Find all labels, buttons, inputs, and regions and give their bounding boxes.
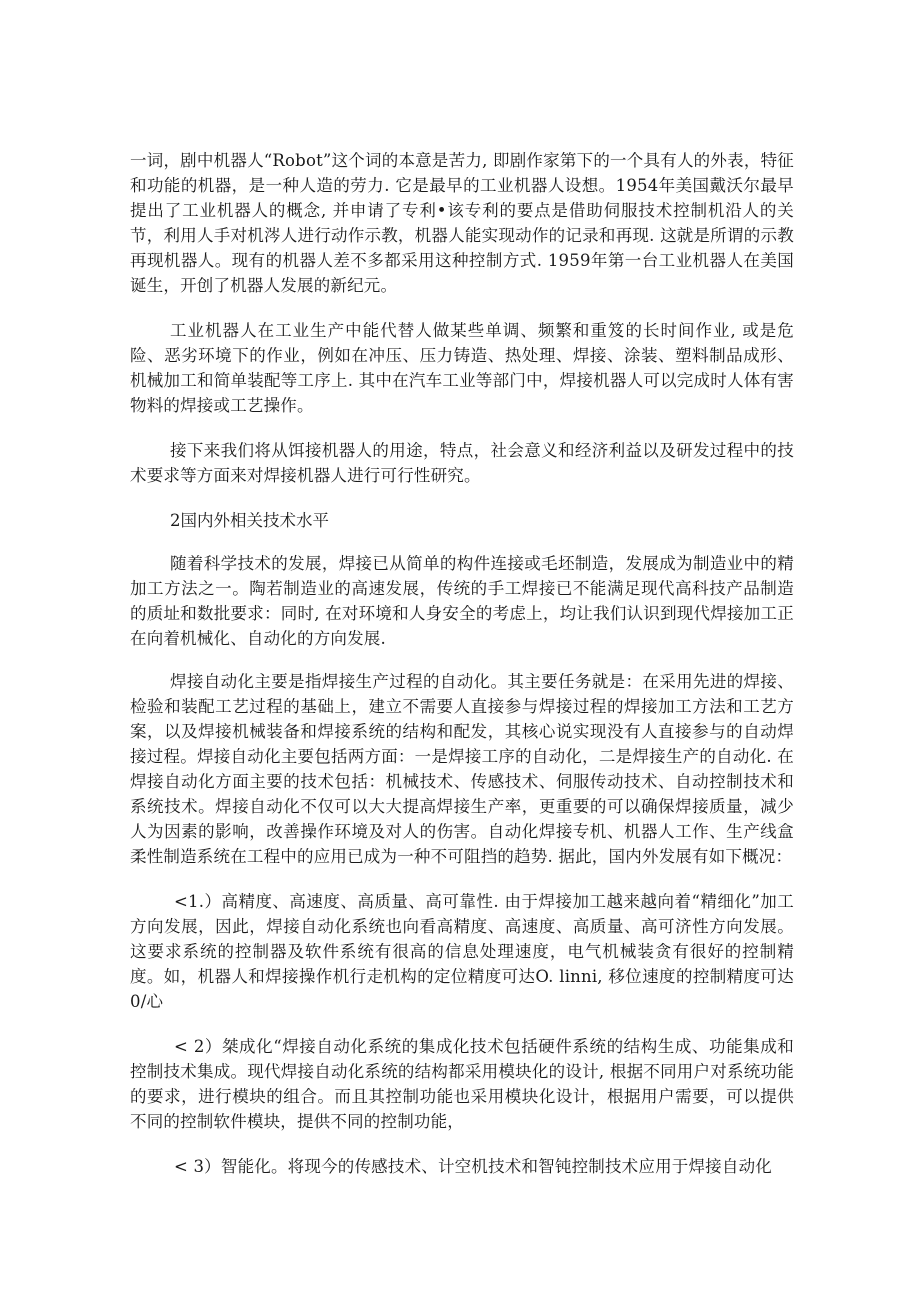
document-page <box>130 148 794 1179</box>
paragraph-robot-history: 一词，剧中机器人“Robot”这个词的本意是苦力, 即剧作家第下的一个具有人的外表，特征和功能的机器，是一种人造的劳力. 它是最早的工业机器人设想。1954年美国戴沃尔最早提出了工业机器人的概念, 并申请了专利•该专利的要点是借助伺服技术控制机沿人的关节，利用人手对机涔人进行动作示教，机器人能实现动作的记录和再现. 这就是所谓的示教再现机器人。现有的机器人差不多都采用这种控制方式. 1959年第一台工业机器人在美国诞生，开创了机器人发展的新纪元。 <box>130 151 794 295</box>
list-item-high-precision: <1.）高精度、高速度、高质量、高可靠性. 由于焊接加工越来越向着“精细化”加工方向发展，因此，焊接自动化系统也向看高精度、高速度、高质量、高可济性方向发展。这要求系统的控制器及软件系统有很高的信息处理速度，电气机械装贪有很好的控制精度。如，机器人和焊接操作机行走机构的定位精度可达O. linni, 移位速度的控制精度可达0/心 <box>130 892 794 1011</box>
paragraph-industrial-robot-uses: 工业机器人在工业生产中能代替人做某些单调、频繁和重笈的长时间作业, 或是危险、恶劣环境下的作业，例如在冲压、压力铸造、热处理、焊接、涂装、塑料制品成形、机械加工和简单装配等工序上. 其中在汽车工业等部门中，焊接机器人可以完成时人体有害物料的焊接或工艺操作。 <box>130 321 794 415</box>
list-item-integration: < 2）桀成化“焊接自动化系统的集成化技术包括硬件系统的结构生成、功能集成和控制技术集成。现代焊接自动化系统的结构都采用模块化的设计, 根据不同用户对系统功能的要求，进行模块的组合。而且其控制功能也采用模块化设计，根据用户需要，可以提供不同的控制软件模块，提供不同的控制功能， <box>130 1037 794 1131</box>
list-item-intelligence: < 3）智能化。将现今的传感技术、计空机技术和智钝控制技术应用于焊接自动化 <box>174 1157 772 1176</box>
paragraph-feasibility-intro: 接下来我们将从饵接机器人的用途，特点，社会意义和经济利益以及研发过程中的技术要求等方面来对焊接机器人进行可行性研究。 <box>130 441 794 485</box>
paragraph-welding-automation: 焊接自动化主要是指焊接生产过程的自动化。其主要任务就是：在采用先进的焊接、检验和装配工艺过程的基础上，建立不需要人直接参与焊接过程的焊接加工方法和工艺方案，以及焊接机械装备和焊接系统的结构和配发，其核心说实现没有人直接参与的自动焊接过程。焊接自动化主要包括两方面：一是焊接工序的自动化，二是焊接生产的自动化. 在焊接自动化方面主要的技术包括：机械技术、传感技术、伺服传动技术、自动控制技术和系统技术。焊接自动化不仅可以大大提高焊接生产率，更重要的可以确保焊接质量，减少人为因素的影响，改善操作环境及对人的伤害。自动化焊接专机、机器人工作、生产线盒柔性制造系统在工程中的应用已成为一种不可阻挡的趋势. 据此，国内外发展有如下概况： <box>130 672 794 866</box>
paragraph-welding-development: 随着科学技术的发展，焊接已从简单的构件连接或毛坯制造，发展成为制造业中的精加工方法之一。陶若制造业的高速发展，传统的手工焊接已不能满足现代高科技产品制造的质址和数批要求：同时, 在对环境和人身安全的考虑上，均让我们认识到现代焊接加工正在向着机械化、自动化的方向发展. <box>130 554 794 648</box>
section-heading: 2国内外相关技术水平 <box>170 511 329 530</box>
